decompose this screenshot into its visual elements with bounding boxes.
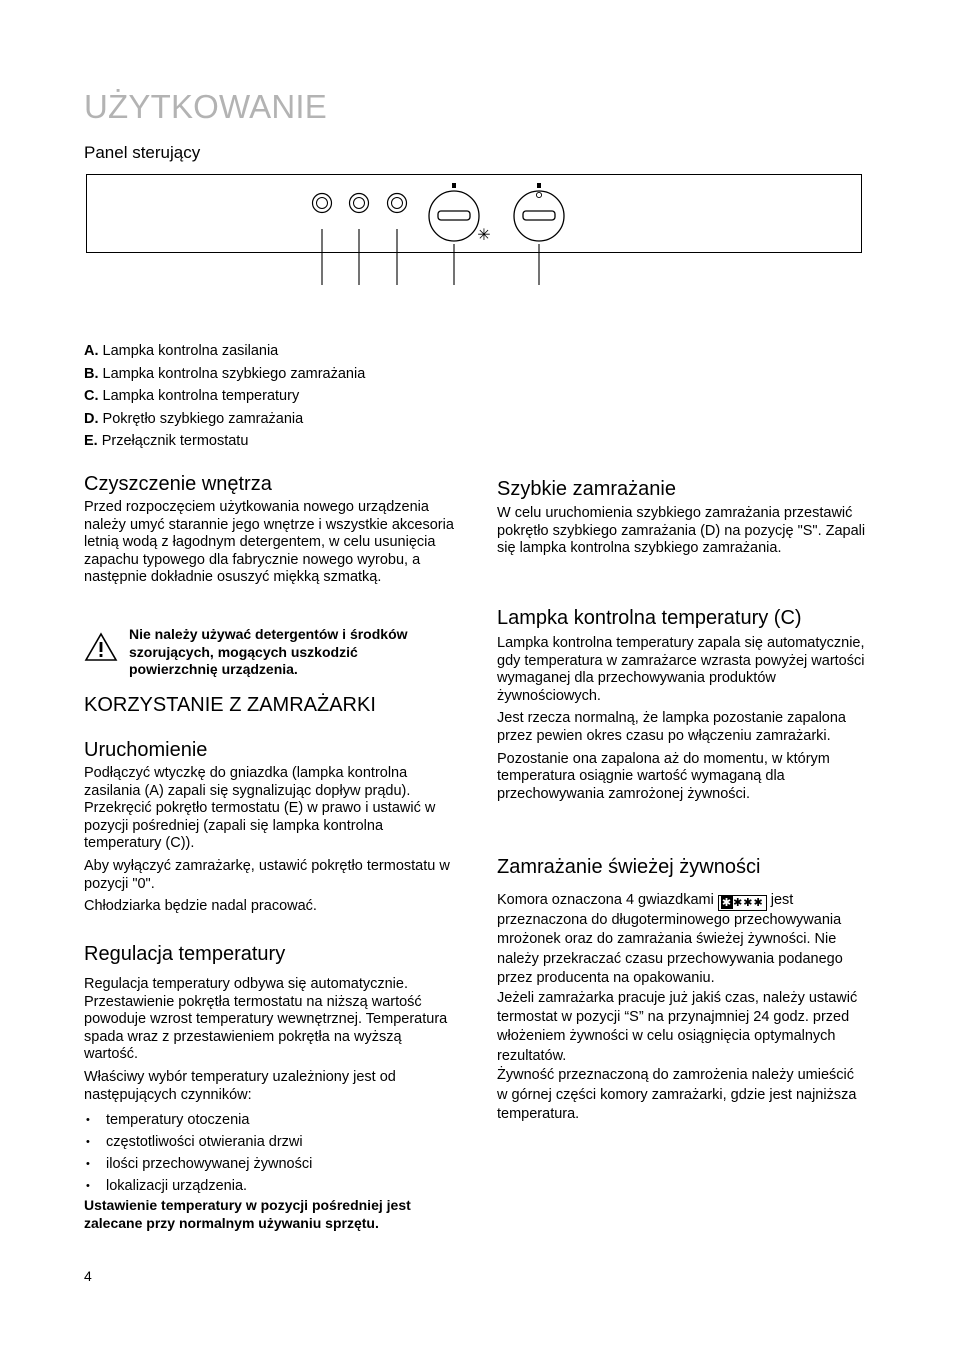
fresh-food-paragraph: Żywność przeznaczoną do zamrożenia należy umieścić w górnej części komory zamrażarki, gdzie jest najniższa temperatura. (497, 1067, 857, 1123)
fast-freeze-text: W celu uruchomienia szybkiego zamrażania przestawić pokrętło szybkiego zamrażania (D) na pozycję "S". Zapali się lampka kontrolna szybkiego zamrażania. (497, 505, 866, 557)
temp-lamp-heading: Lampka kontrolna temperatury (C) (497, 607, 802, 629)
page-number: 4 (84, 1268, 92, 1284)
legend-item: E. Przełącznik termostatu (84, 433, 249, 450)
temp-lamp-paragraph: Jest rzecza normalną, że lampka pozostanie zapalona przez pewien okres czasu po włączeniu zamrażarki. (497, 710, 846, 744)
cleaning-text: Przed rozpoczęciem użytkowania nowego urządzenia należy umyć starannie jego wnętrze i wszystkie akcesoria letnią wodą z łagodnym detergentem, w celu usunięcia zapachu typowego dla fabrycznie nowego wyrobu, a następnie dokładnie osuszyć miękką szmatką. (84, 499, 454, 586)
lamp-b-icon (350, 194, 369, 213)
startup-paragraph: Aby wyłączyć zamrażarkę, ustawić pokrętło termostatu w pozycji "0". (84, 857, 450, 892)
fresh-food-section (497, 855, 867, 1124)
regulation-section (84, 942, 459, 1232)
lamp-a-icon (313, 194, 332, 213)
four-star-icon: ✱✱✱✱ (718, 895, 767, 911)
fast-freeze-section (497, 477, 867, 563)
legend-item: D. Pokrętło szybkiego zamrażania (84, 410, 304, 427)
warning-icon (84, 632, 118, 662)
fast-freeze-heading: Szybkie zamrażanie (497, 478, 676, 500)
legend-item: C. Lampka kontrolna temperatury (84, 388, 300, 405)
startup-paragraph: Chłodziarka będzie nadal pracować. (84, 898, 317, 915)
cleaning-section (84, 472, 459, 592)
regulation-paragraph: Właściwy wybór temperatury uzależniony jest od następujących czynników: (84, 1068, 396, 1103)
list-item: • ilości przechowywanej żywności (84, 1153, 459, 1175)
fast-freeze-knob-icon (429, 183, 479, 241)
panel-legend (84, 340, 365, 453)
fresh-food-paragraph: Komora oznaczona 4 gwiazdkami ✱✱✱✱ jest przeznaczona do długoterminowego przechowywania mrożonek oraz do zamrażania świeżej żywności. Nie należy przekraczać czasu przechowywania podanego przez producenta na opakowaniu. (497, 892, 843, 987)
cleaning-heading: Czyszczenie wnętrza (84, 473, 272, 495)
temp-lamp-section (497, 606, 867, 808)
list-item: • częstotliwości otwierania drzwi (84, 1131, 459, 1153)
legend-item: B. Lampka kontrolna szybkiego zamrażania (84, 365, 366, 382)
regulation-heading: Regulacja temperatury (84, 943, 286, 965)
panel-heading: Panel sterujący (84, 143, 201, 162)
regulation-note: Ustawienie temperatury w pozycji pośredniej jest zalecane przy normalnym używaniu sprzętu. (84, 1197, 411, 1231)
thermostat-mark: ✳ (477, 225, 491, 244)
startup-section (84, 738, 459, 921)
startup-heading: Uruchomienie (84, 739, 208, 761)
lamp-c-icon (388, 194, 407, 213)
legend-item: A. Lampka kontrolna zasilania (84, 343, 279, 359)
fresh-food-heading: Zamrażanie świeżej żywności (497, 856, 761, 878)
fresh-food-paragraph: Jeżeli zamrażarka pracuje już jakiś czas, należy ustawić termostat w pozycji “S” na przynajmniej 24 godz. przed włożeniem żywności w celu osiągnięcia optymalnych rezultatów. (497, 989, 858, 1064)
warning-text: Nie należy używać detergentów i środków szorujących, mogących uszkodzić powierzchnię urządzenia. (129, 626, 408, 677)
temp-lamp-paragraph: Pozostanie ona zapalona aż do momentu, w którym temperatura osiągnie wartość wymaganą dla przechowywania zamrożonej żywności. (497, 750, 830, 802)
thermostat-knob-icon (514, 183, 564, 241)
control-panel-diagram (0, 0, 954, 300)
page-title: UŻYTKOWANIE (84, 88, 327, 125)
callout-lines (322, 229, 539, 285)
startup-paragraph: Podłączyć wtyczkę do gniazdka (lampka kontrolna zasilania (A) zapali się sygnalizując dopływ prądu). Przekręcić pokrętło termostatu (E) w prawo i ustawić w pozycji pośredniej (zapali się lampka kontrolna temperatury (C)). (84, 765, 436, 852)
list-item: • temperatury otoczenia (84, 1109, 459, 1131)
list-item: • lokalizacji urządzenia. (84, 1175, 459, 1197)
factor-list (84, 1109, 459, 1197)
section-title: KORZYSTANIE Z ZAMRAŻARKI (84, 694, 376, 716)
regulation-paragraph: Regulacja temperatury odbywa się automatycznie. Przestawienie pokrętła termostatu na niższą wartość powoduje wzrost temperatury wewnętrznej. Temperatura spada wraz z przestawieniem pokrętła na wyższą wartość. (84, 976, 448, 1063)
temp-lamp-paragraph: Lampka kontrolna temperatury zapala się automatycznie, gdy temperatura w zamrażarce wzrasta powyżej wartości wymaganej dla przechowywania produktów żywnościowych. (497, 635, 865, 704)
